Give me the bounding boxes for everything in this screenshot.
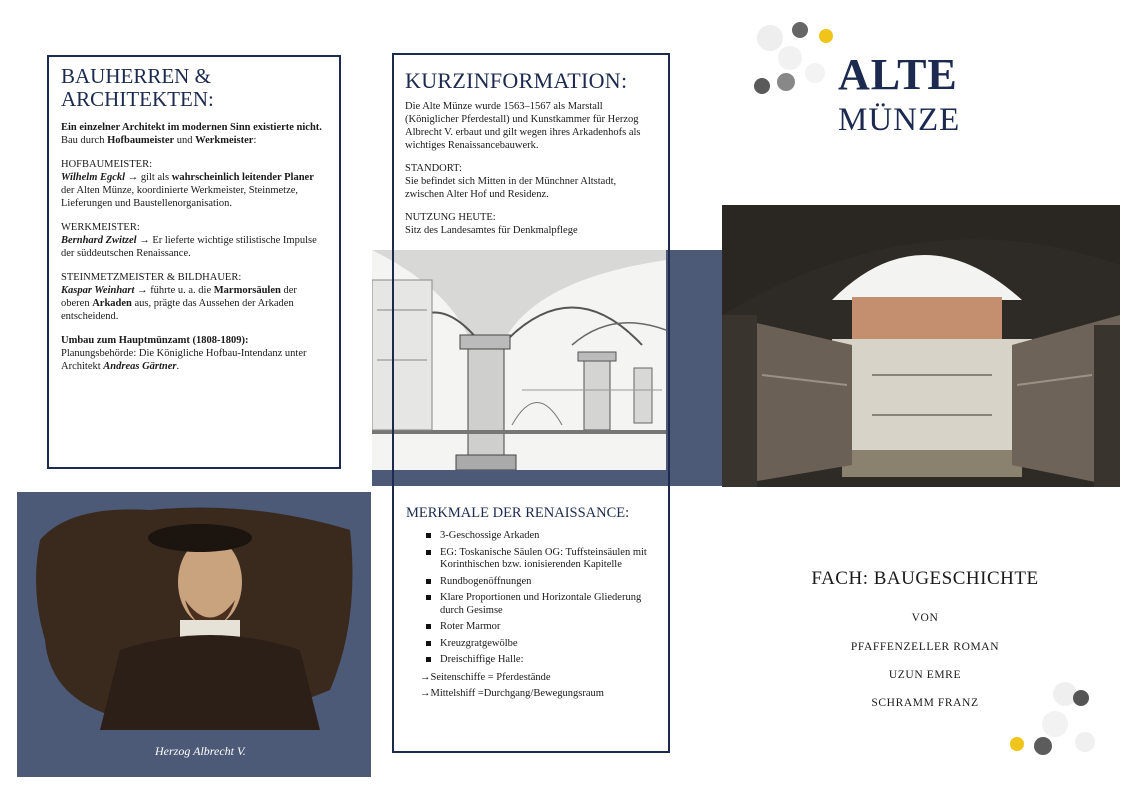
author-name: UZUN EMRE bbox=[888, 669, 962, 681]
dot bbox=[819, 29, 833, 43]
hat bbox=[148, 524, 252, 552]
roof bbox=[852, 297, 1002, 339]
dot bbox=[778, 46, 802, 70]
decorative-dots-top bbox=[740, 18, 850, 108]
list-item: Rundbogenöffnungen bbox=[426, 576, 658, 589]
architects-heading: BAUHERREN & ARCHITEKTEN: bbox=[61, 64, 214, 111]
section-werkmeister: WERKMEISTER: Bernhard Zwitzel → Er lieferte wichtige stilistische Impulse der süddeutschen Renaissance. bbox=[61, 222, 317, 259]
arrow-item: →Seitenschiffe = Pferdestände bbox=[420, 671, 551, 683]
courtyard-facade bbox=[832, 339, 1032, 459]
subject-title: FACH: BAUGESCHICHTE bbox=[811, 568, 1039, 589]
usage-section: NUTZUNG HEUTE: Sitz des Landesamtes für Denkmalpflege bbox=[405, 212, 578, 236]
by-label: VON bbox=[911, 612, 939, 624]
architects-intro: Ein einzelner Architekt im modernen Sinn existierte nicht. Bau durch Hofbaumeister und Werkmeister: bbox=[61, 122, 322, 146]
courtyard-floor bbox=[842, 450, 1022, 477]
coat bbox=[100, 635, 320, 730]
dot bbox=[1034, 737, 1052, 755]
list-item: Roter Marmor bbox=[426, 621, 658, 634]
arrow-icon: → bbox=[420, 687, 431, 699]
dot bbox=[792, 22, 808, 38]
short-info bbox=[394, 55, 668, 237]
dot bbox=[757, 25, 783, 51]
arrow-item: →Mittelshiff =Durchgang/Bewegungsraum bbox=[420, 687, 604, 699]
arrow-icon: → bbox=[420, 671, 431, 683]
courtyard-photo bbox=[722, 205, 1120, 487]
front-pillar bbox=[1094, 325, 1120, 487]
list-item: Dreischiffige Halle: bbox=[426, 654, 658, 667]
author-name: PFAFFENZELLER ROMAN bbox=[850, 641, 1000, 653]
info-box bbox=[392, 53, 670, 753]
list-item: 3-Geschossige Arkaden bbox=[426, 530, 658, 543]
section-umbau: Umbau zum Hauptmünzamt (1808-1809): Planungsbehörde: Die Königliche Hofbau-Intendanz unter Architekt Andreas Gärtner. bbox=[61, 335, 307, 372]
renaissance-features bbox=[394, 497, 668, 751]
list-item: Kreuzgratgewölbe bbox=[426, 638, 658, 651]
dot bbox=[1010, 737, 1024, 751]
dot bbox=[1042, 711, 1068, 737]
portrait-image bbox=[30, 500, 370, 735]
front-pillar bbox=[722, 315, 757, 487]
title-line-1: ALTE bbox=[838, 50, 958, 99]
short-info-heading: KURZINFORMATION: bbox=[405, 68, 628, 93]
features-list bbox=[406, 530, 658, 667]
features-heading: MERKMALE DER RENAISSANCE: bbox=[406, 505, 630, 521]
dot bbox=[754, 78, 770, 94]
dot bbox=[1075, 732, 1095, 752]
list-item: EG: Toskanische Säulen OG: Tuffsteinsäulen mit Korinthischen bzw. ionisierenden Kapitelle bbox=[426, 547, 658, 572]
dot bbox=[805, 63, 825, 83]
list-item: Klare Proportionen und Horizontale Gliederung durch Gesimse bbox=[426, 592, 658, 617]
decorative-dots-bottom bbox=[995, 672, 1105, 767]
author-name: SCHRAMM FRANZ bbox=[871, 697, 979, 709]
section-hofbaumeister: HOFBAUMEISTER: Wilhelm Egckl → gilt als wahrscheinlich leitender Planer der Alten Münze, koordinierte Werkmeister, Steinmetze, Lieferungen und Baustellenorganisation. bbox=[61, 159, 314, 209]
title-line-2: MÜNZE bbox=[838, 102, 961, 138]
dot bbox=[777, 73, 795, 91]
section-steinmetz: STEINMETZMEISTER & BILDHAUER: Kaspar Weinhart → führte u. a. die Marmorsäulen der oberen Arkaden aus, prägte das Aussehen der Arkaden entscheidend. bbox=[61, 272, 297, 322]
portrait-caption: Herzog Albrecht V. bbox=[155, 744, 246, 758]
architects-box bbox=[47, 55, 341, 469]
short-info-text: Die Alte Münze wurde 1563–1567 als Marstall (Königlicher Pferdestall) und Kunstkammer für Herzog Albrecht V. erbaut und gilt wegen ihres Arkadenhofs als wichtiges Renaissancebauwerk. bbox=[405, 101, 641, 151]
location-section: STANDORT: Sie befindet sich Mitten in der Münchner Altstadt, zwischen Alter Hof und Residenz. bbox=[405, 163, 617, 200]
